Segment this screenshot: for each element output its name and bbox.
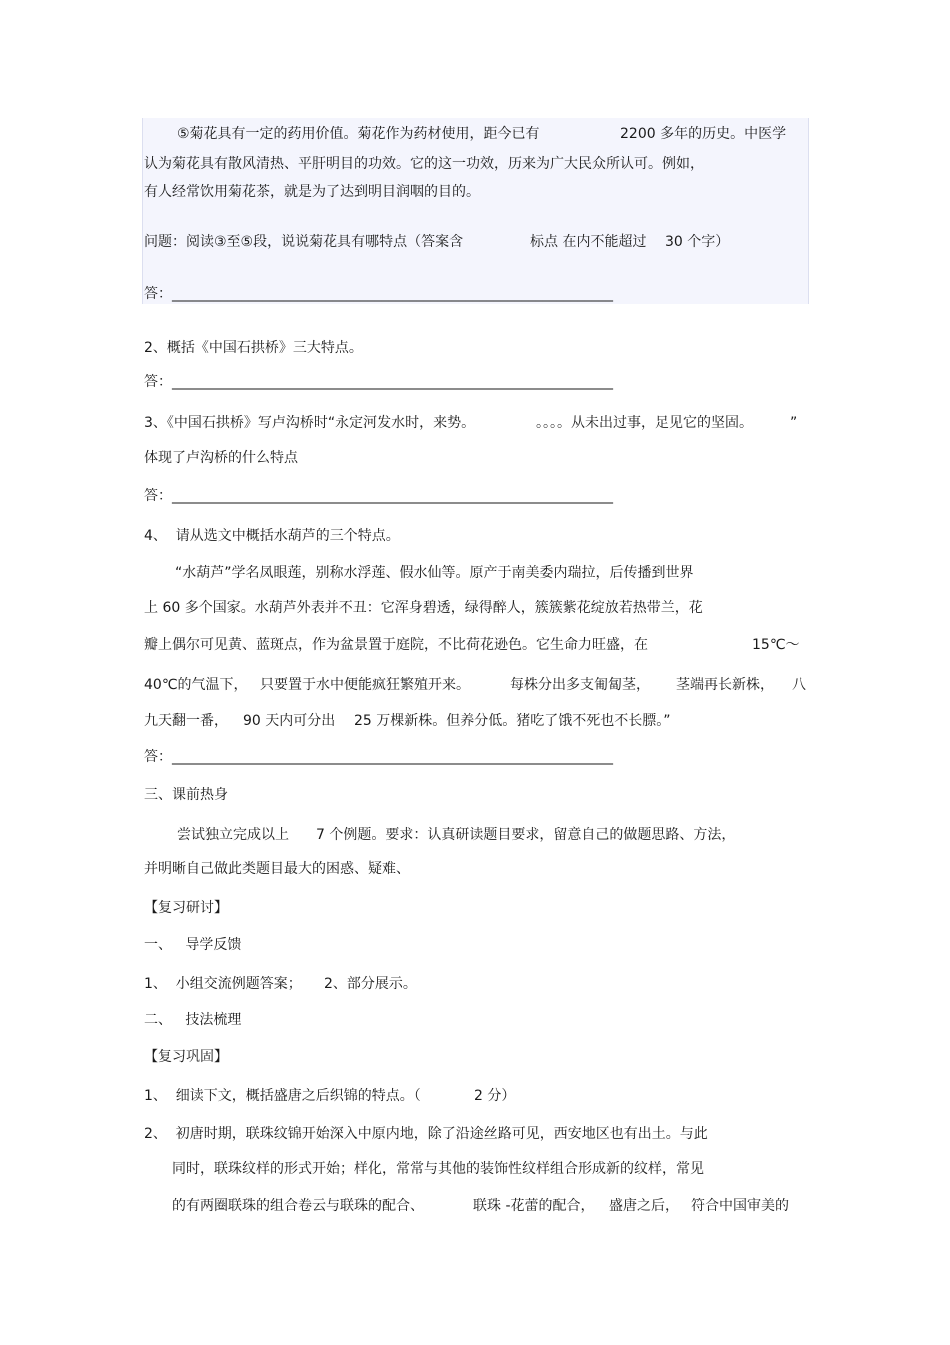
consolidate-q2-line3-b: 联珠 -花蕾的配合， [473,1198,595,1214]
question-3-line2: 体现了卢沟桥的什么特点 [144,450,298,466]
answer-line: 答：_______________________________________________________________ [144,749,613,765]
consolidate-q2-line3-c: 盛唐之后， [609,1198,679,1214]
answer-line: 答：_______________________________________________________________ [144,286,613,302]
question-3: 3、《中国石拱桥》写卢沟桥时“永定河发水时，来势。 [144,415,476,431]
passage-line-4-b: 只要置于水中便能疯狂繁殖开来。 [260,677,470,693]
review-heading: 【复习研讨】 [144,900,228,916]
passage-line-2: 上 60 多个国家。水葫芦外表并不丑：它浑身碧透，绿得醉人，簇簇紫花绽放若热带兰，花 [144,600,703,616]
review-item-1: 1、 小组交流例题答案； [144,976,302,992]
passage-line-5-b: 90 天内可分出 [243,713,336,729]
paragraph-5-line3: 有人经常饮用菊花茶，就是为了达到明目润咽的目的。 [144,184,480,200]
question-2: 2、概括《中国石拱桥》三大特点。 [144,340,363,356]
consolidate-q1-score: 2 分） [474,1088,516,1104]
consolidate-q2-line3: 的有两圈联珠的组合卷云与联珠的配合、 [172,1198,424,1214]
answer-line: 答：_______________________________________________________________ [144,374,613,390]
answer-line: 答：_______________________________________________________________ [144,488,613,504]
section-3-title: 三、课前热身 [144,787,228,803]
passage-line-4-e: 八 [792,677,806,693]
review-section-1: 一、 导学反馈 [144,937,242,953]
question-prompt-limit: 30 个字） [665,234,730,250]
passage-line-3-temp: 15℃～ [752,637,800,653]
passage-line-4-d: 茎端再长新株， [676,677,774,693]
paragraph-5-text-cont: 2200 多年的历史。中医学 [620,126,787,142]
consolidate-q2-line3-d: 符合中国审美的 [691,1198,789,1214]
consolidate-q2-line1: 2、 初唐时期，联珠纹锦开始深入中原内地，除了沿途丝路可见，西安地区也有出土。与此 [144,1126,708,1142]
section-3-line1-cont: 7 个例题。要求：认真研读题目要求，留意自己的做题思路、方法， [316,827,736,843]
passage-line-4: 40℃的气温下， [144,677,248,693]
paragraph-5-text: ⑤菊花具有一定的药用价值。菊花作为药材使用，距今已有 [177,126,540,142]
paragraph-5-line2: 认为菊花具有散风清热、平肝明目的功效。它的这一功效，历来为广大民众所认可。例如， [144,156,704,172]
section-3-line2: 并明晰自己做此类题目最大的困惑、疑难、 [144,861,410,877]
passage-line-1: “水葫芦”学名凤眼莲，别称水浮莲、假水仙等。原产于南美委内瑞拉，后传播到世界 [175,565,694,581]
question-prompt-cont: 标点 在内不能超过 [530,234,647,250]
question-3-quote-end: ” [790,415,798,431]
passage-line-5: 九天翻一番， [144,713,228,729]
question-prompt: 问题：阅读③至⑤段，说说菊花具有哪特点（答案含 [144,234,464,250]
question-3-cont: 。。。。从未出过事，足见它的坚固。 [536,415,753,431]
passage-line-3: 瓣上偶尔可见黄、蓝斑点，作为盆景置于庭院，不比荷花逊色。它生命力旺盛，在 [144,637,648,653]
consolidate-q1: 1、 细读下文，概括盛唐之后织锦的特点。（ [144,1088,421,1104]
consolidate-q2-line2: 同时，联珠纹样的形式开始；样化，常常与其他的装饰性纹样组合形成新的纹样，常见 [172,1161,704,1177]
consolidate-heading: 【复习巩固】 [144,1049,228,1065]
passage-line-4-c: 每株分出多支匍匐茎， [510,677,650,693]
passage-line-5-c: 25 万棵新株。但养分低。猪吃了饿不死也不长膘。” [354,713,671,729]
review-section-2: 二、 技法梳理 [144,1012,242,1028]
highlighted-question-box [142,118,809,304]
section-3-line1: 尝试独立完成以上 [177,827,289,843]
question-4: 4、 请从选文中概括水葫芦的三个特点。 [144,528,400,544]
review-item-2: 2、部分展示。 [324,976,417,992]
